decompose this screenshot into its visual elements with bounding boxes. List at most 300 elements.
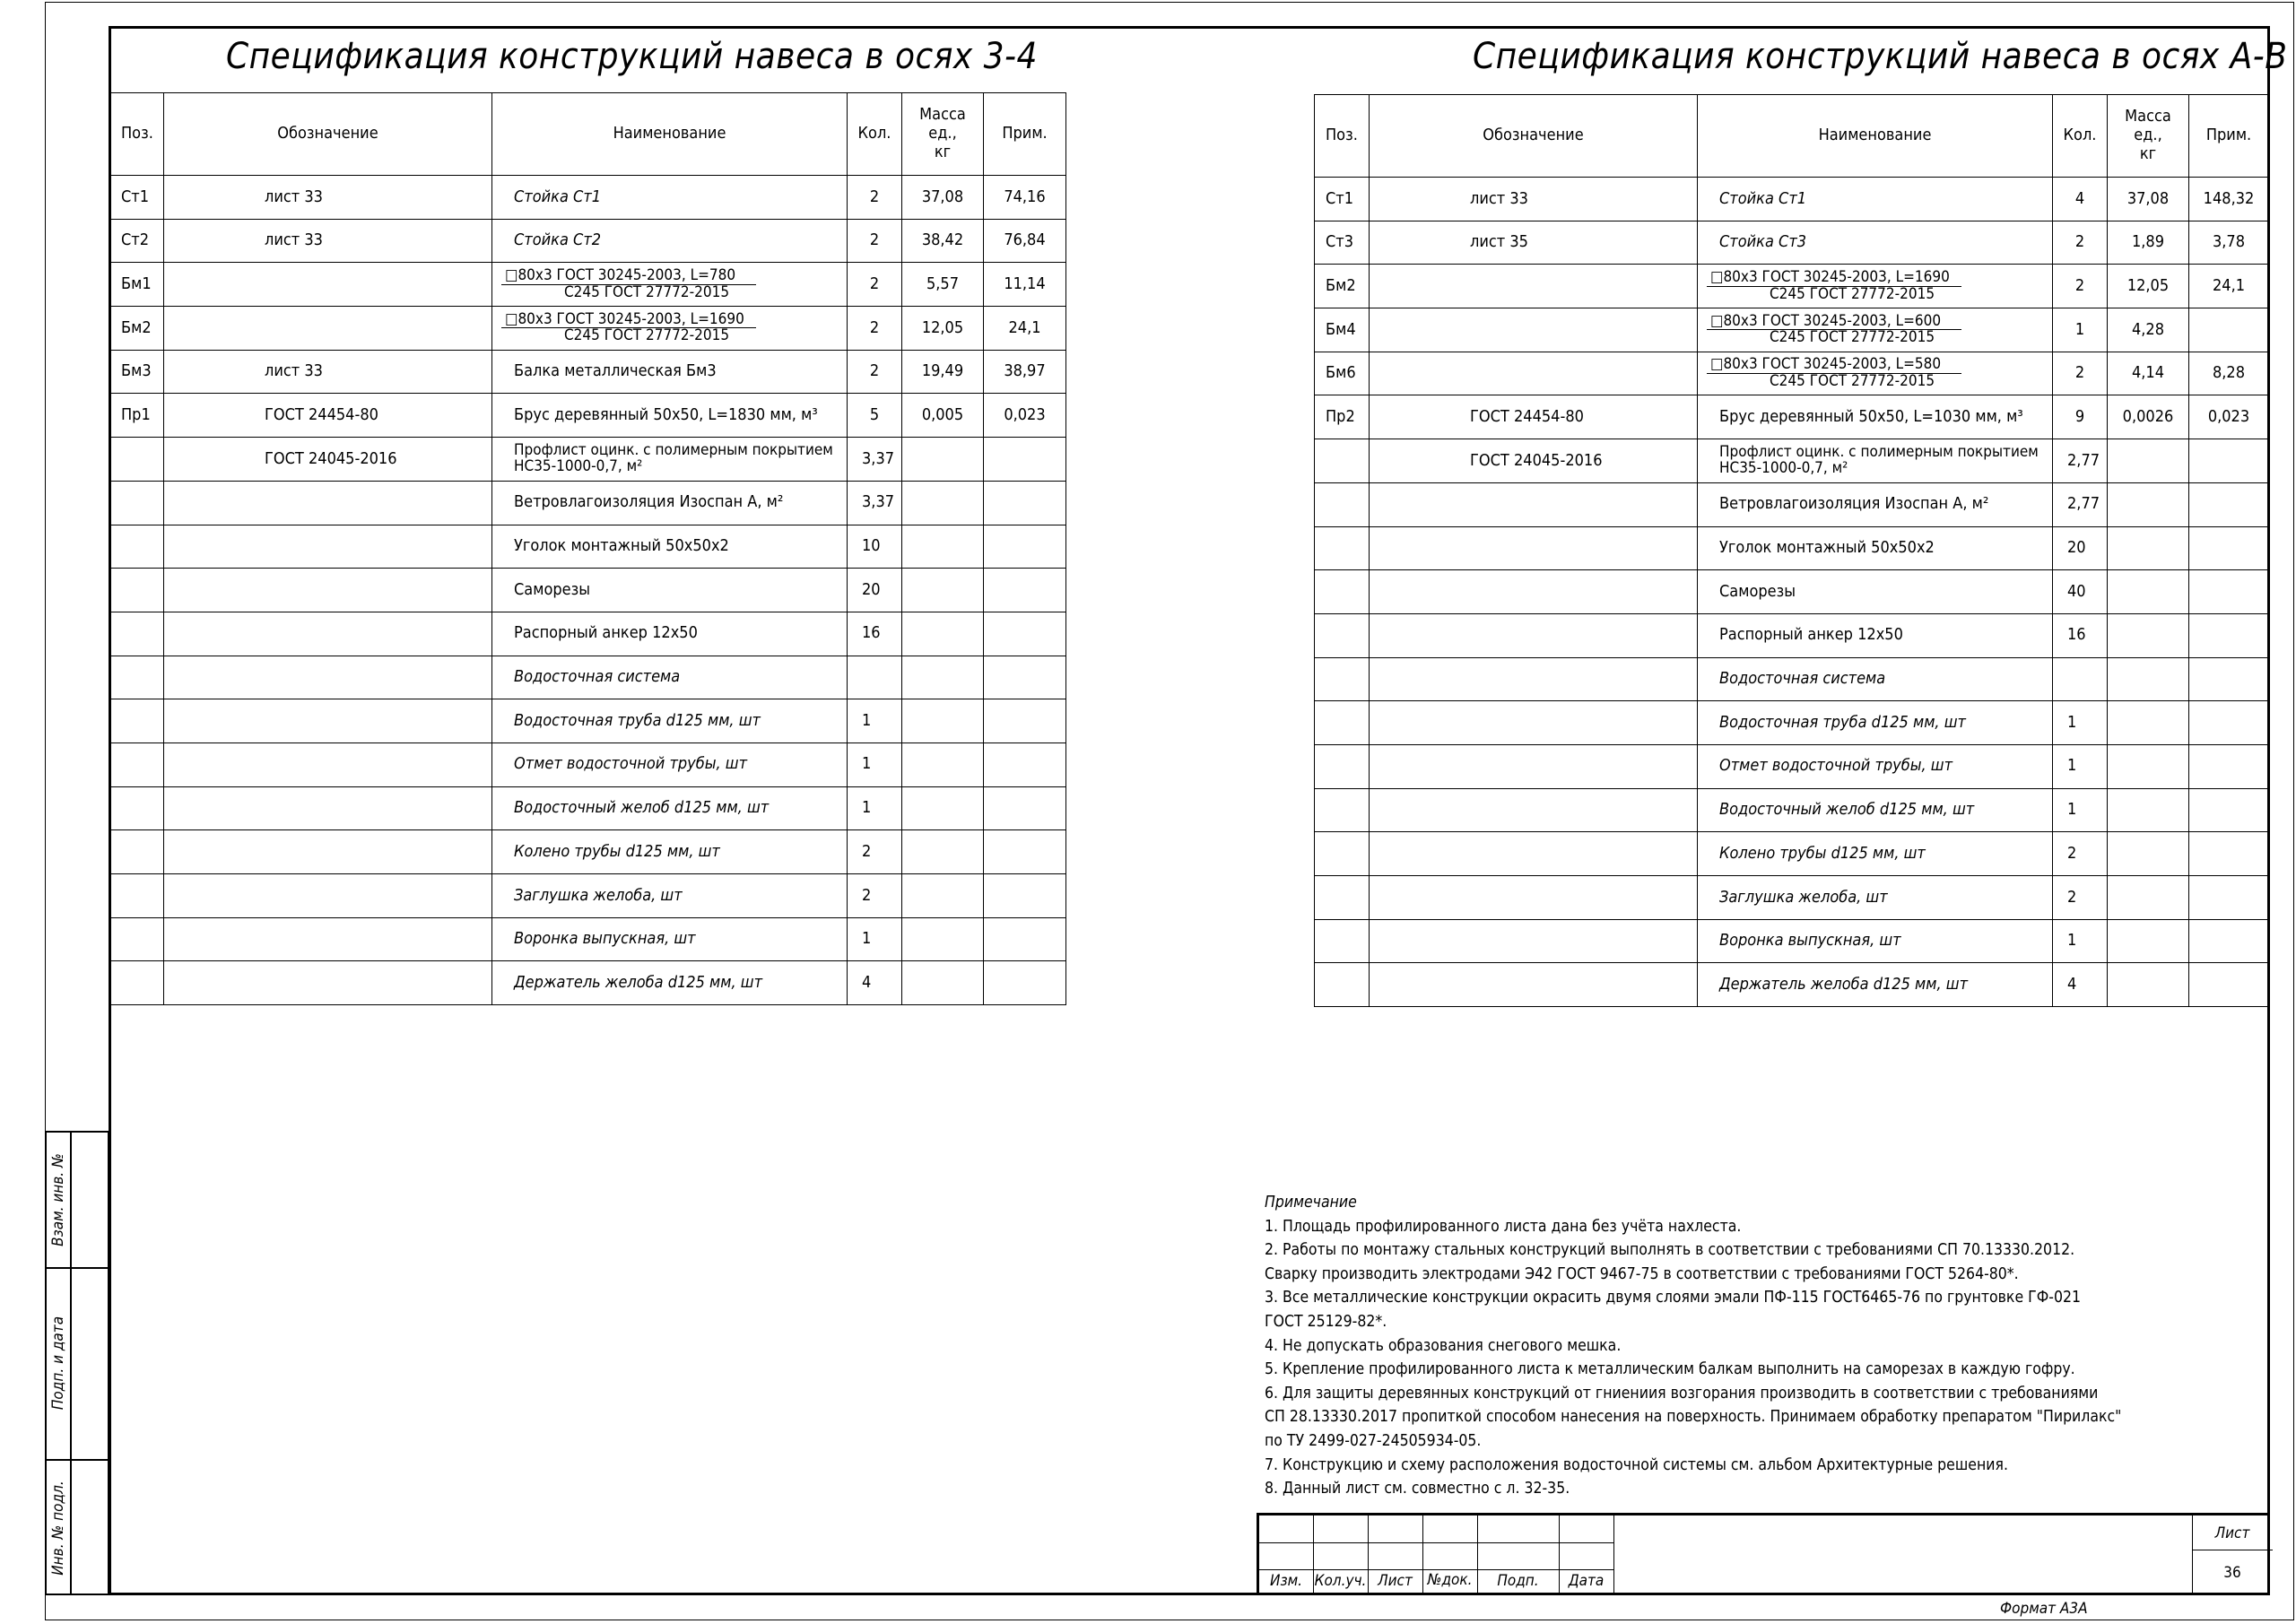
stamp-divider (1613, 1515, 1614, 1595)
note-line: Сварку производить электродами Э42 ГОСТ 9467-75 в соответствии с требованиями ГОСТ 5264-80*. (1265, 1264, 2019, 1283)
cell-pos (110, 786, 164, 830)
cell-designation (164, 961, 492, 1005)
note-line: 6. Для защиты деревянных конструкций от гниениия возгорания производить в соответствии с требованиями (1265, 1384, 2099, 1403)
cell-name-line2: С245 ГОСТ 27772-2015 (1770, 328, 1935, 347)
table-row (110, 219, 1066, 263)
cell-designation (164, 525, 492, 569)
cell-name: Водосточная система (492, 656, 848, 699)
table-row (110, 307, 1066, 351)
table-row (110, 481, 1066, 525)
cell-qty: 5 (848, 394, 902, 438)
cell-designation (1370, 832, 1698, 876)
cell-mass (902, 786, 984, 830)
cell-name-line1: □80х3 ГОСТ 30245-2003, L=780 (501, 268, 756, 285)
table-row (1315, 265, 2269, 308)
note-line: 8. Данный лист см. совместно с л. 32-35. (1265, 1480, 1570, 1498)
notes-lines (1265, 1215, 2161, 1501)
cell-note (2189, 308, 2269, 352)
cell-note: 38,97 (984, 350, 1066, 394)
cell-designation (1370, 308, 1698, 352)
cell-qty (848, 656, 902, 699)
cell-mass: 0,0026 (2108, 395, 2189, 439)
cell-qty: 4 (848, 961, 902, 1005)
cell-name (1698, 352, 2053, 395)
cell-designation (164, 699, 492, 743)
table-row (1315, 963, 2269, 1007)
cell-note: 8,28 (2189, 352, 2269, 395)
mass-header-line2: ед., (928, 124, 957, 143)
table-row (110, 656, 1066, 699)
col-mass-header (902, 93, 984, 176)
table-row (110, 438, 1066, 482)
cell-qty: 2,77 (2053, 482, 2108, 526)
stamp-kol-label: Кол.уч. (1314, 1572, 1367, 1590)
cell-designation (164, 917, 492, 961)
cell-qty: 2,77 (2053, 439, 2108, 483)
stamp-row-divider (1259, 1569, 1614, 1570)
note-line: ГОСТ 25129-82*. (1265, 1312, 1387, 1331)
cell-designation: лист 33 (164, 176, 492, 220)
cell-name: Ветровлагоизоляция Изоспан А, м² (492, 481, 848, 525)
cell-qty: 1 (848, 917, 902, 961)
cell-note: 11,14 (984, 263, 1066, 307)
cell-pos: Ст3 (1315, 221, 1370, 265)
cell-name: Стойка Ст1 (492, 176, 848, 220)
cell-mass: 0,005 (902, 394, 984, 438)
notes-block (1265, 1191, 2161, 1501)
cell-note (2189, 439, 2269, 483)
cell-name: Заглушка желоба, шт (492, 874, 848, 918)
cell-note (2189, 526, 2269, 570)
cell-mass: 38,42 (902, 219, 984, 263)
left-spec-title: Спецификация конструкций навеса в осях 3-4 (226, 36, 1038, 77)
table-row (1315, 613, 2269, 657)
cell-note (2189, 963, 2269, 1007)
cell-pos (110, 961, 164, 1005)
cell-qty: 1 (848, 743, 902, 786)
cell-note (2189, 657, 2269, 701)
cell-qty: 1 (2053, 308, 2108, 352)
cell-name-line1: □80х3 ГОСТ 30245-2003, L=580 (1707, 357, 1961, 374)
note-line: по ТУ 2499-027-24505934-05. (1265, 1431, 1482, 1450)
cell-qty: 2 (848, 307, 902, 351)
cell-name-line2: НС35-1000-0,7, м² (514, 456, 643, 475)
cell-name: Саморезы (492, 569, 848, 612)
left-spec-table (109, 92, 1066, 1005)
cell-note (984, 438, 1066, 482)
cell-name: Брус деревянный 50х50, L=1830 мм, м³ (492, 394, 848, 438)
cell-name: Водосточный желоб d125 мм, шт (1698, 788, 2053, 832)
cell-pos (110, 438, 164, 482)
table-row (110, 525, 1066, 569)
cell-qty: 2 (2053, 265, 2108, 308)
col-note-header: Прим. (984, 93, 1066, 176)
cell-note (2189, 919, 2269, 963)
table-row (1315, 788, 2269, 832)
col-mass-header (2108, 95, 2189, 178)
cell-pos (110, 481, 164, 525)
cell-pos (1315, 613, 1370, 657)
title-block (1257, 1513, 2270, 1595)
cell-pos (1315, 963, 1370, 1007)
note-line: 7. Конструкцию и схему расположения водосточной системы см. альбом Архитектурные решения. (1265, 1455, 2008, 1474)
cell-mass (2108, 657, 2189, 701)
cell-designation (164, 569, 492, 612)
cell-name: Брус деревянный 50х50, L=1030 мм, м³ (1698, 395, 2053, 439)
cell-note: 0,023 (2189, 395, 2269, 439)
table-row (1315, 178, 2269, 221)
cell-mass (902, 481, 984, 525)
stamp-sheet-number: 36 (2223, 1564, 2241, 1582)
col-name-header: Наименование (492, 93, 848, 176)
cell-name (492, 307, 848, 351)
cell-pos: Бм1 (110, 263, 164, 307)
table-row (1315, 701, 2269, 745)
cell-note: 24,1 (2189, 265, 2269, 308)
table-row (1315, 570, 2269, 614)
cell-designation (164, 743, 492, 786)
cell-mass (2108, 613, 2189, 657)
cell-mass: 4,28 (2108, 308, 2189, 352)
cell-pos (110, 612, 164, 656)
cell-name-line2: С245 ГОСТ 27772-2015 (564, 326, 730, 345)
table-header-row (1315, 95, 2269, 178)
cell-name-line1: □80х3 ГОСТ 30245-2003, L=1690 (1707, 270, 1961, 287)
cell-mass (902, 961, 984, 1005)
cell-note (2189, 876, 2269, 920)
col-designation-header: Обозначение (164, 93, 492, 176)
cell-mass (2108, 832, 2189, 876)
cell-designation (1370, 744, 1698, 788)
table-row (1315, 352, 2269, 395)
cell-designation (1370, 570, 1698, 614)
cell-qty: 16 (2053, 613, 2108, 657)
cell-qty: 2 (848, 830, 902, 874)
cell-designation (164, 786, 492, 830)
cell-name: Стойка Ст1 (1698, 178, 2053, 221)
right-spec-title: Спецификация конструкций навеса в осях А-В (1473, 36, 2288, 77)
table-row (1315, 919, 2269, 963)
cell-mass: 37,08 (902, 176, 984, 220)
cell-mass (902, 743, 984, 786)
cell-name (492, 263, 848, 307)
cell-designation (1370, 352, 1698, 395)
cell-mass (902, 874, 984, 918)
col-note-header: Прим. (2189, 95, 2269, 178)
cell-designation: лист 33 (164, 219, 492, 263)
cell-designation (164, 307, 492, 351)
col-pos-header: Поз. (110, 93, 164, 176)
cell-name: Отмет водосточной трубы, шт (492, 743, 848, 786)
stamp-izm-label: Изм. (1270, 1572, 1302, 1590)
cell-designation: ГОСТ 24454-80 (164, 394, 492, 438)
cell-qty: 10 (848, 525, 902, 569)
cell-mass: 12,05 (902, 307, 984, 351)
cell-qty: 2 (848, 219, 902, 263)
sidebar-inv-label: Инв. № подл. (49, 1481, 67, 1576)
col-name-header: Наименование (1698, 95, 2053, 178)
cell-name (1698, 265, 2053, 308)
cell-name: Ветровлагоизоляция Изоспан А, м² (1698, 482, 2053, 526)
cell-designation (164, 481, 492, 525)
cell-name (492, 438, 848, 482)
cell-mass: 4,14 (2108, 352, 2189, 395)
cell-mass (902, 569, 984, 612)
notes-heading: Примечание (1265, 1194, 1357, 1211)
cell-qty: 2 (2053, 352, 2108, 395)
cell-mass (2108, 526, 2189, 570)
cell-designation (164, 612, 492, 656)
cell-designation (1370, 265, 1698, 308)
cell-name: Распорный анкер 12х50 (1698, 613, 2053, 657)
cell-mass (902, 699, 984, 743)
stamp-sheet-label: Лист (2214, 1524, 2250, 1542)
cell-mass (902, 525, 984, 569)
cell-name-line1: □80х3 ГОСТ 30245-2003, L=1690 (501, 312, 756, 329)
table-row (110, 874, 1066, 918)
cell-mass (2108, 919, 2189, 963)
cell-note (984, 612, 1066, 656)
cell-pos (1315, 919, 1370, 963)
cell-note (2189, 744, 2269, 788)
sidebar-divider (70, 1133, 72, 1594)
cell-designation (164, 263, 492, 307)
cell-note (2189, 832, 2269, 876)
cell-note (2189, 613, 2269, 657)
cell-pos (1315, 701, 1370, 745)
cell-note: 3,78 (2189, 221, 2269, 265)
cell-name-line2: С245 ГОСТ 27772-2015 (564, 282, 730, 301)
cell-qty: 2 (2053, 876, 2108, 920)
mass-header-line2: ед., (2134, 126, 2162, 145)
cell-pos (110, 830, 164, 874)
table-row (110, 612, 1066, 656)
table-row (110, 394, 1066, 438)
cell-name-line1: Профлист оцинк. с полимерным покрытием (514, 441, 833, 460)
cell-designation: лист 33 (1370, 178, 1698, 221)
cell-name: Балка металлическая Бм3 (492, 350, 848, 394)
cell-name: Водосточный желоб d125 мм, шт (492, 786, 848, 830)
cell-mass (2108, 701, 2189, 745)
table-row (110, 786, 1066, 830)
cell-name: Держатель желоба d125 мм, шт (492, 961, 848, 1005)
cell-qty (2053, 657, 2108, 701)
cell-pos (1315, 526, 1370, 570)
cell-qty: 16 (848, 612, 902, 656)
cell-pos: Пр1 (110, 394, 164, 438)
cell-name: Уголок монтажный 50х50х2 (492, 525, 848, 569)
table-row (110, 350, 1066, 394)
cell-qty: 4 (2053, 178, 2108, 221)
sidebar-approval-block (45, 1131, 109, 1595)
format-label: Формат А3А (2000, 1600, 2088, 1618)
cell-qty: 1 (2053, 788, 2108, 832)
cell-designation: лист 35 (1370, 221, 1698, 265)
cell-qty: 2 (848, 176, 902, 220)
cell-qty: 9 (2053, 395, 2108, 439)
cell-designation: ГОСТ 24454-80 (1370, 395, 1698, 439)
cell-mass (2108, 744, 2189, 788)
cell-mass (2108, 788, 2189, 832)
cell-name: Заглушка желоба, шт (1698, 876, 2053, 920)
cell-note: 76,84 (984, 219, 1066, 263)
cell-designation (164, 874, 492, 918)
cell-note (984, 525, 1066, 569)
cell-note: 148,32 (2189, 178, 2269, 221)
cell-name: Отмет водосточной трубы, шт (1698, 744, 2053, 788)
cell-pos: Бм2 (110, 307, 164, 351)
cell-note (984, 743, 1066, 786)
table-row (1315, 395, 2269, 439)
cell-designation (1370, 526, 1698, 570)
cell-note (984, 917, 1066, 961)
cell-name: Воронка выпускная, шт (492, 917, 848, 961)
cell-pos (1315, 482, 1370, 526)
cell-pos: Бм2 (1315, 265, 1370, 308)
cell-designation (1370, 963, 1698, 1007)
table-row (1315, 744, 2269, 788)
cell-pos (1315, 657, 1370, 701)
cell-name-line2: НС35-1000-0,7, м² (1719, 458, 1848, 477)
table-row (110, 830, 1066, 874)
stamp-list-label: Лист (1378, 1572, 1413, 1590)
cell-pos (1315, 439, 1370, 483)
mass-header-line1: Масса (2125, 107, 2171, 126)
cell-mass: 19,49 (902, 350, 984, 394)
cell-pos: Ст2 (110, 219, 164, 263)
sidebar-row-divider (47, 1459, 108, 1461)
sidebar-vzam-label: Взам. инв. № (49, 1153, 67, 1246)
cell-mass (2108, 570, 2189, 614)
cell-designation (1370, 876, 1698, 920)
cell-pos (110, 525, 164, 569)
table-row (1315, 482, 2269, 526)
cell-mass (902, 438, 984, 482)
cell-qty: 2 (848, 263, 902, 307)
cell-pos (1315, 876, 1370, 920)
cell-qty: 1 (2053, 919, 2108, 963)
cell-mass (2108, 876, 2189, 920)
cell-pos: Ст1 (1315, 178, 1370, 221)
cell-pos: Бм4 (1315, 308, 1370, 352)
table-row (1315, 876, 2269, 920)
cell-mass (2108, 439, 2189, 483)
cell-mass (2108, 482, 2189, 526)
cell-note: 24,1 (984, 307, 1066, 351)
cell-note (984, 481, 1066, 525)
cell-name: Водосточная труба d125 мм, шт (1698, 701, 2053, 745)
table-row (110, 743, 1066, 786)
note-line: СП 28.13330.2017 пропиткой способом нанесения на поверхность. Принимаем обработку препаратом "Пирилакс" (1265, 1408, 2122, 1427)
cell-qty: 20 (2053, 526, 2108, 570)
cell-mass: 1,89 (2108, 221, 2189, 265)
cell-qty: 2 (848, 874, 902, 918)
cell-designation (1370, 482, 1698, 526)
cell-pos (110, 656, 164, 699)
table-row (1315, 439, 2269, 483)
cell-designation (1370, 701, 1698, 745)
cell-name-line2: С245 ГОСТ 27772-2015 (1770, 284, 1935, 303)
cell-name: Воронка выпускная, шт (1698, 919, 2053, 963)
cell-qty: 2 (848, 350, 902, 394)
cell-qty: 1 (848, 699, 902, 743)
cell-pos (1315, 832, 1370, 876)
cell-note (984, 786, 1066, 830)
mass-header-line3: кг (934, 142, 952, 161)
cell-pos: Бм3 (110, 350, 164, 394)
table-row (110, 961, 1066, 1005)
sidebar-podp-label: Подп. и дата (49, 1316, 67, 1411)
cell-pos (110, 874, 164, 918)
cell-pos (110, 699, 164, 743)
cell-pos: Пр2 (1315, 395, 1370, 439)
cell-pos (110, 743, 164, 786)
table-row (110, 699, 1066, 743)
cell-qty: 3,37 (848, 481, 902, 525)
cell-pos (110, 569, 164, 612)
note-line: 4. Не допускать образования снегового мешка. (1265, 1336, 1622, 1355)
right-spec-table (1314, 94, 2269, 1007)
cell-pos (1315, 744, 1370, 788)
table-row (1315, 221, 2269, 265)
col-designation-header: Обозначение (1370, 95, 1698, 178)
table-row (1315, 526, 2269, 570)
cell-pos (110, 917, 164, 961)
cell-pos: Бм6 (1315, 352, 1370, 395)
mass-header-line3: кг (2139, 143, 2157, 163)
cell-note (984, 569, 1066, 612)
cell-note (984, 699, 1066, 743)
cell-name: Распорный анкер 12х50 (492, 612, 848, 656)
cell-pos (1315, 788, 1370, 832)
cell-qty: 1 (2053, 744, 2108, 788)
table-row (110, 176, 1066, 220)
table-header-row (110, 93, 1066, 176)
cell-designation (1370, 657, 1698, 701)
table-row (1315, 832, 2269, 876)
cell-qty: 20 (848, 569, 902, 612)
cell-name: Колено трубы d125 мм, шт (1698, 832, 2053, 876)
stamp-podp-label: Подп. (1497, 1572, 1539, 1590)
cell-note (2189, 482, 2269, 526)
note-line: 1. Площадь профилированного листа дана без учёта нахлеста. (1265, 1217, 1742, 1236)
cell-name: Водосточная система (1698, 657, 2053, 701)
cell-mass: 37,08 (2108, 178, 2189, 221)
col-qty-header: Кол. (2053, 95, 2108, 178)
cell-note (984, 961, 1066, 1005)
stamp-row-divider (1259, 1542, 1614, 1543)
mass-header-line1: Масса (919, 105, 966, 125)
cell-designation (164, 656, 492, 699)
cell-designation (1370, 788, 1698, 832)
table-row (1315, 657, 2269, 701)
note-line: 3. Все металлические конструкции окрасить двумя слоями эмали ПФ-115 ГОСТ6465-76 по грунтовке ГФ-021 (1265, 1289, 2082, 1307)
cell-note (984, 830, 1066, 874)
cell-mass (902, 830, 984, 874)
cell-qty: 2 (2053, 832, 2108, 876)
cell-name: Держатель желоба d125 мм, шт (1698, 963, 2053, 1007)
cell-name: Уголок монтажный 50х50х2 (1698, 526, 2053, 570)
cell-note: 74,16 (984, 176, 1066, 220)
table-row (110, 263, 1066, 307)
cell-name: Водосточная труба d125 мм, шт (492, 699, 848, 743)
cell-designation (164, 830, 492, 874)
cell-designation: ГОСТ 24045-2016 (164, 438, 492, 482)
note-line: 2. Работы по монтажу стальных конструкций выполнять в соответствии с требованиями СП 70.13330.2012. (1265, 1241, 2075, 1260)
cell-mass: 12,05 (2108, 265, 2189, 308)
cell-designation (1370, 613, 1698, 657)
cell-name: Стойка Ст3 (1698, 221, 2053, 265)
